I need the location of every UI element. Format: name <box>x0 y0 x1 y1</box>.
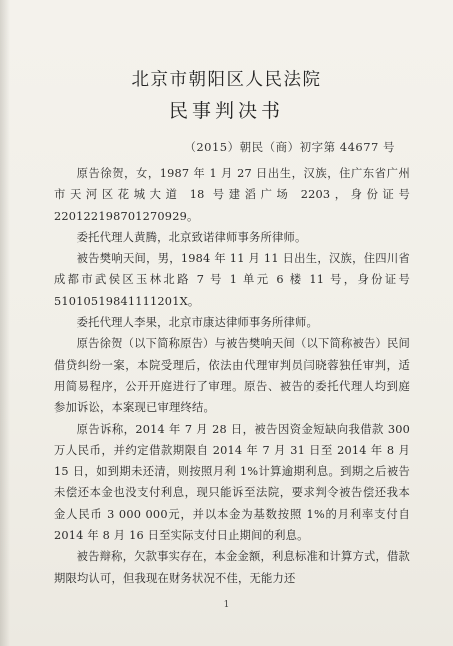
case-number: （2015）朝民（商）初字第 44677 号 <box>184 140 395 154</box>
court-name: 北京市朝阳区人民法院 <box>131 70 322 90</box>
plaintiff-agent: 委托代理人黄腾，北京致诺律师事务所律师。 <box>76 230 307 244</box>
plaintiff-info: 原告徐贺，女，1987 年 1 月 27 日出生，汉族，住广东省广州市天河区花城大道 18 号建滔广场 2203，身份证号 220122198701270929。 <box>54 167 410 223</box>
document-title: 民事判决书 <box>168 100 284 122</box>
defendant-defense: 被告辩称，欠款事实存在，本金金额，利息标准和计算方式，借款期限均认可，但我现在财务状况不佳，无能力还 <box>54 550 411 585</box>
case-summary: 原告徐贺（以下简称原告）与被告樊响天间（以下简称被告）民间借贷纠纷一案，本院受理后，依法由代理审判员闫晓蓉独任审判，适用简易程序，公开开庭进行了审理。原告、被告的委托代理人均到庭参加诉讼，本案现已审理终结。 <box>54 337 411 415</box>
defendant-info: 被告樊响天间，男，1984 年 11 月 11 日出生，汉族，住四川省成都市武侯区玉林北路 7 号 1 单元 6 楼 11 号，身份证号 51010519841111201X。 <box>54 252 410 308</box>
plaintiff-claim: 原告诉称，2014 年 7 月 28 日，被告因资金短缺向我借款 300 万人民币，并约定借款期限自 2014 年 7 月 31 日至 2014 年 8 月 15 日，如到期未还清，则按照月利 1%计算逾期利息。到期之后被告未偿还本金也没支付利息，现只能诉至法院，要求判令被告偿还我本金人民币 3 000 000元，并以本金为基数按照 1%的月利率支付自 2014 年 8 月 16 日至实际支付日止期间的利息。 <box>54 422 410 543</box>
judgment-body <box>54 163 410 589</box>
page-number: 1 <box>223 600 230 610</box>
defendant-agent: 委托代理人李果，北京市康达律师事务所律师。 <box>76 316 319 330</box>
